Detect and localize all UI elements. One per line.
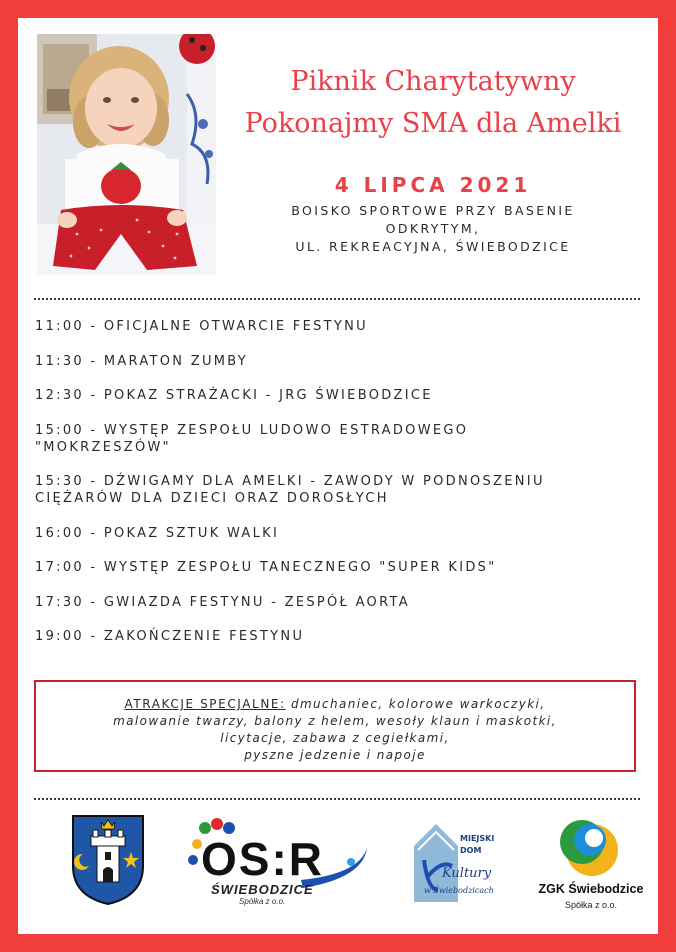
event-date: 4 LIPCA 2021 xyxy=(334,173,532,197)
schedule-item: 19:00 - ZAKOŃCZENIE FESTYNU xyxy=(35,629,305,644)
dotted-divider-bottom xyxy=(34,798,640,800)
venue-line2: ODKRYTYM, xyxy=(385,221,481,236)
zgk-logo xyxy=(536,814,646,920)
special-attractions-label: ATRAKCJE SPECJALNE: xyxy=(124,697,286,711)
schedule-item: 16:00 - POKAZ SZTUK WALKI xyxy=(35,525,280,541)
event-venue xyxy=(268,202,598,256)
special-line1: dmuchaniec, kolorowe warkoczyki, xyxy=(290,697,546,711)
child-photo xyxy=(37,34,216,275)
sponsor-logos xyxy=(18,814,658,924)
event-title-line2: Pokonajmy SMA dla Amelki xyxy=(244,108,622,139)
mdk-line2: DOM xyxy=(460,846,482,855)
mdk-logo xyxy=(408,820,500,906)
osir-wordmark: OS:R xyxy=(201,833,324,885)
mdk-line4: w Świebodzicach xyxy=(424,886,494,895)
schedule-item: 12:30 - POKAZ STRAŻACKI - JRG ŚWIEBODZICE xyxy=(35,388,433,403)
schedule-item: 15:00 - WYSTĘP ZESPOŁU LUDOWO ESTRADOWEGO "MOKRZESZÓW" xyxy=(35,422,469,455)
schedule-item: 11:00 - OFICJALNE OTWARCIE FESTYNU xyxy=(35,319,368,334)
schedule-item: 11:30 - MARATON ZUMBY xyxy=(35,353,249,369)
schedule-item: 15:30 - DŹWIGAMY DLA AMELKI - ZAWODY W PODNOSZENIU CIĘŻARÓW DLA DZIECI ORAZ DOROSŁYCH xyxy=(35,474,545,506)
schedule-item: 17:00 - WYSTĘP ZESPOŁU TANECZNEGO "SUPER KIDS" xyxy=(35,560,497,575)
schedule-item: 17:30 - GWIAZDA FESTYNU - ZESPÓŁ AORTA xyxy=(35,594,410,610)
poster-content xyxy=(18,18,658,934)
city-coat-of-arms-icon xyxy=(71,814,145,906)
schedule-list xyxy=(35,318,645,663)
special-line2: malowanie twarzy, balony z helem, wesoły klaun i maskotki, xyxy=(113,714,557,728)
osir-sub: Spółka z o.o. xyxy=(239,897,286,906)
mdk-line1: MIEJSKI xyxy=(460,834,495,843)
osir-city: ŚWIEBODZICE xyxy=(211,882,314,897)
event-title-line1: Piknik Charytatywny xyxy=(290,66,576,97)
special-line3: licytacje, zabawa z cegiełkami, xyxy=(220,731,450,745)
zgk-emblem-icon xyxy=(536,814,646,880)
special-line4: pyszne jedzenie i napoje xyxy=(244,748,426,762)
venue-line3: UL. REKREACYJNA, ŚWIEBODZICE xyxy=(295,239,571,254)
zgk-name: ZGK Świebodzice xyxy=(538,882,644,896)
special-attractions-box xyxy=(34,680,636,772)
zgk-sub: Spółka z o.o. xyxy=(564,900,618,910)
dotted-divider-top xyxy=(34,298,640,300)
osir-logo xyxy=(183,818,373,906)
venue-line1: BOISKO SPORTOWE PRZY BASENIE xyxy=(291,203,575,218)
mdk-line3: Kultury xyxy=(442,866,492,881)
